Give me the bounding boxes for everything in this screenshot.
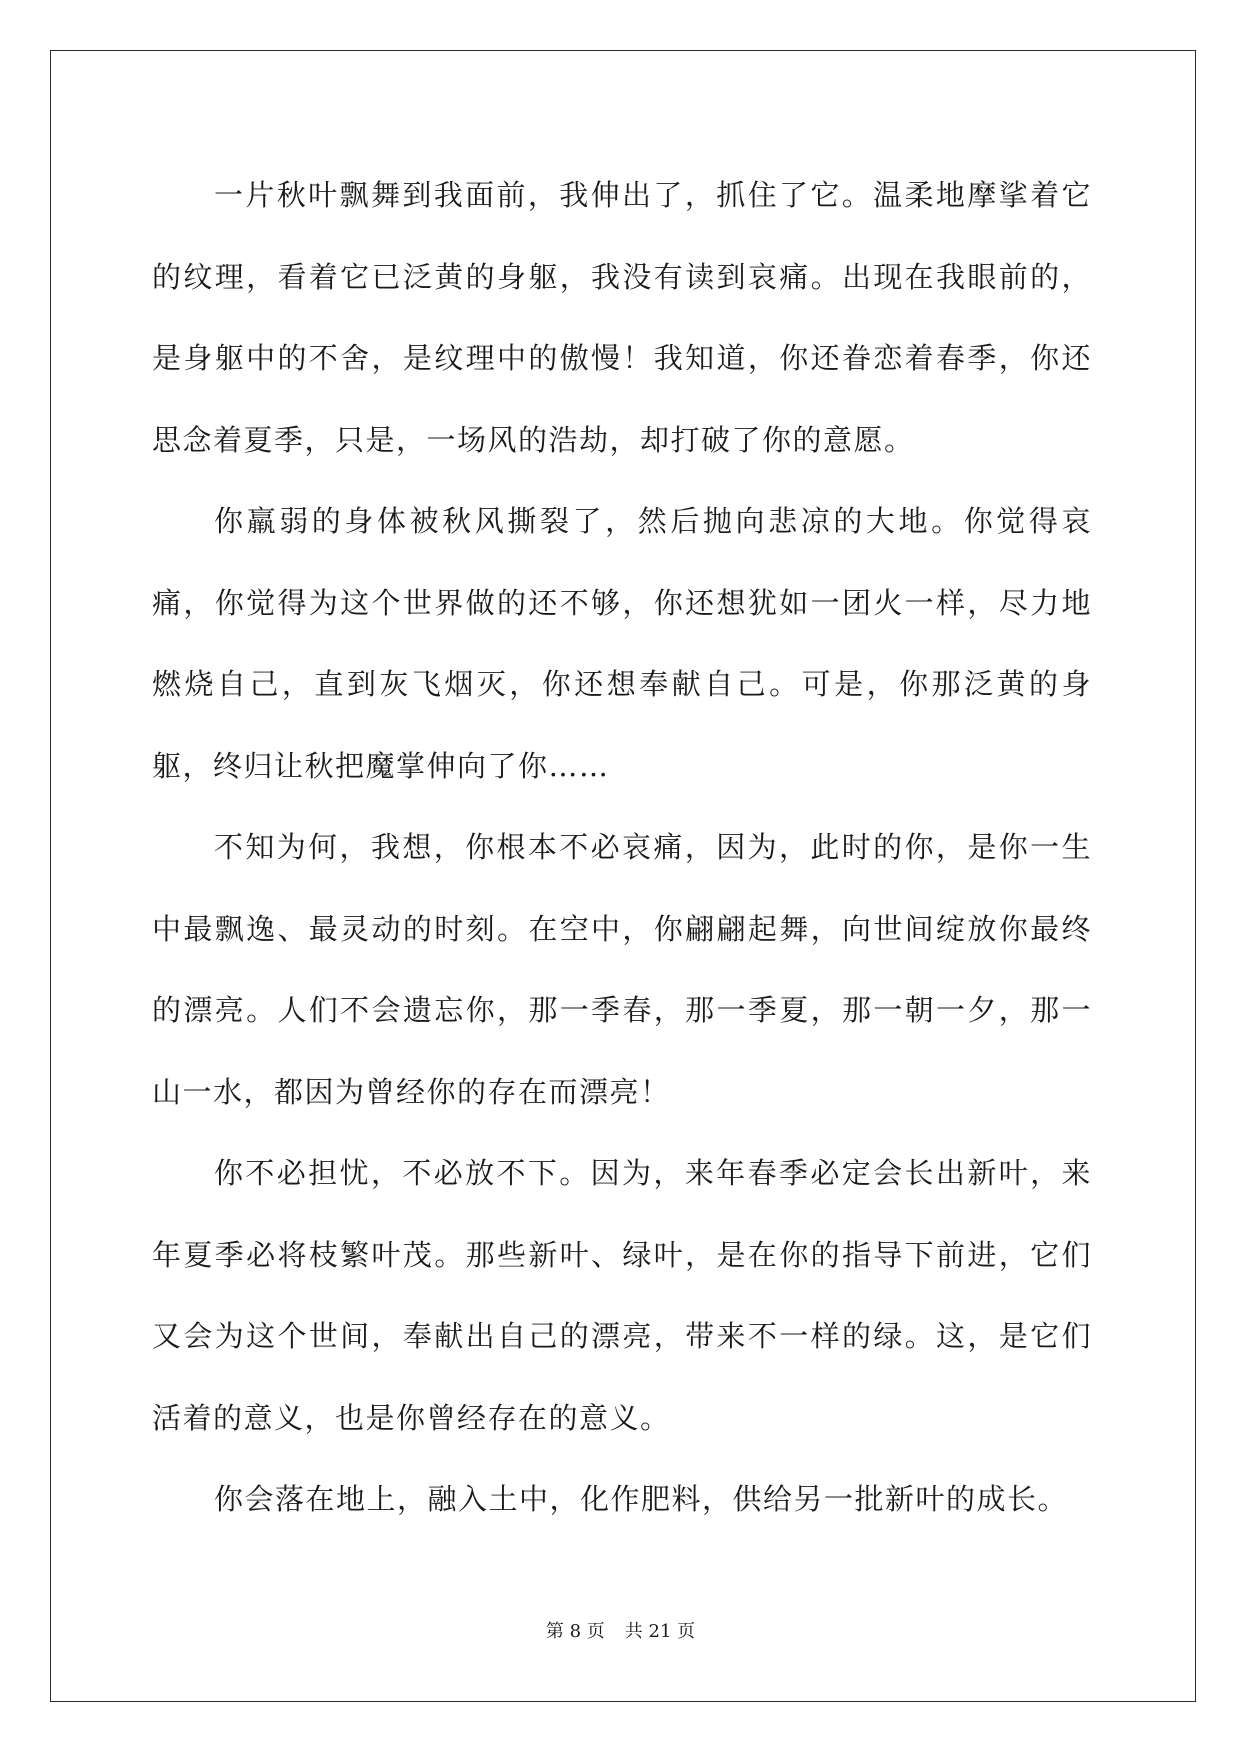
page-footer (0, 1617, 1241, 1643)
paragraph-5: 你会落在地上，融入土中，化作肥料，供给另一批新叶的成长。 (214, 1482, 1069, 1516)
document-body (152, 155, 1092, 1541)
paragraph-3: 不知为何，我想，你根本不必哀痛，因为，此时的你，是你一生中最飘逸、最灵动的时刻。在空中，你翩翩起舞，向世间绽放你最终的漂亮。人们不会遗忘你，那一季春，那一季夏，那一朝一夕，那一山一水，都因为曾经你的存在而漂亮！ (152, 830, 1092, 1109)
page-total: 共 21 页 (624, 1621, 696, 1642)
page-number: 第 8 页 (545, 1621, 605, 1642)
paragraph-1: 一片秋叶飘舞到我面前，我伸出了，抓住了它。温柔地摩挲着它的纹理，看着它已泛黄的身躯，我没有读到哀痛。出现在我眼前的，是身躯中的不舍，是纹理中的傲慢！我知道，你还眷恋着春季，你还思念着夏季，只是，一场风的浩劫，却打破了你的意愿。 (152, 178, 1092, 457)
paragraph-2: 你羸弱的身体被秋风撕裂了，然后抛向悲凉的大地。你觉得哀痛，你觉得为这个世界做的还不够，你还想犹如一团火一样，尽力地燃烧自己，直到灰飞烟灭，你还想奉献自己。可是，你那泛黄的身躯，终归让秋把魔掌伸向了你…… (152, 504, 1092, 783)
paragraph-4: 你不必担忧，不必放不下。因为，来年春季必定会长出新叶，来年夏季必将枝繁叶茂。那些新叶、绿叶，是在你的指导下前进，它们又会为这个世间，奉献出自己的漂亮，带来不一样的绿。这，是它们活着的意义，也是你曾经存在的意义。 (152, 1156, 1092, 1435)
